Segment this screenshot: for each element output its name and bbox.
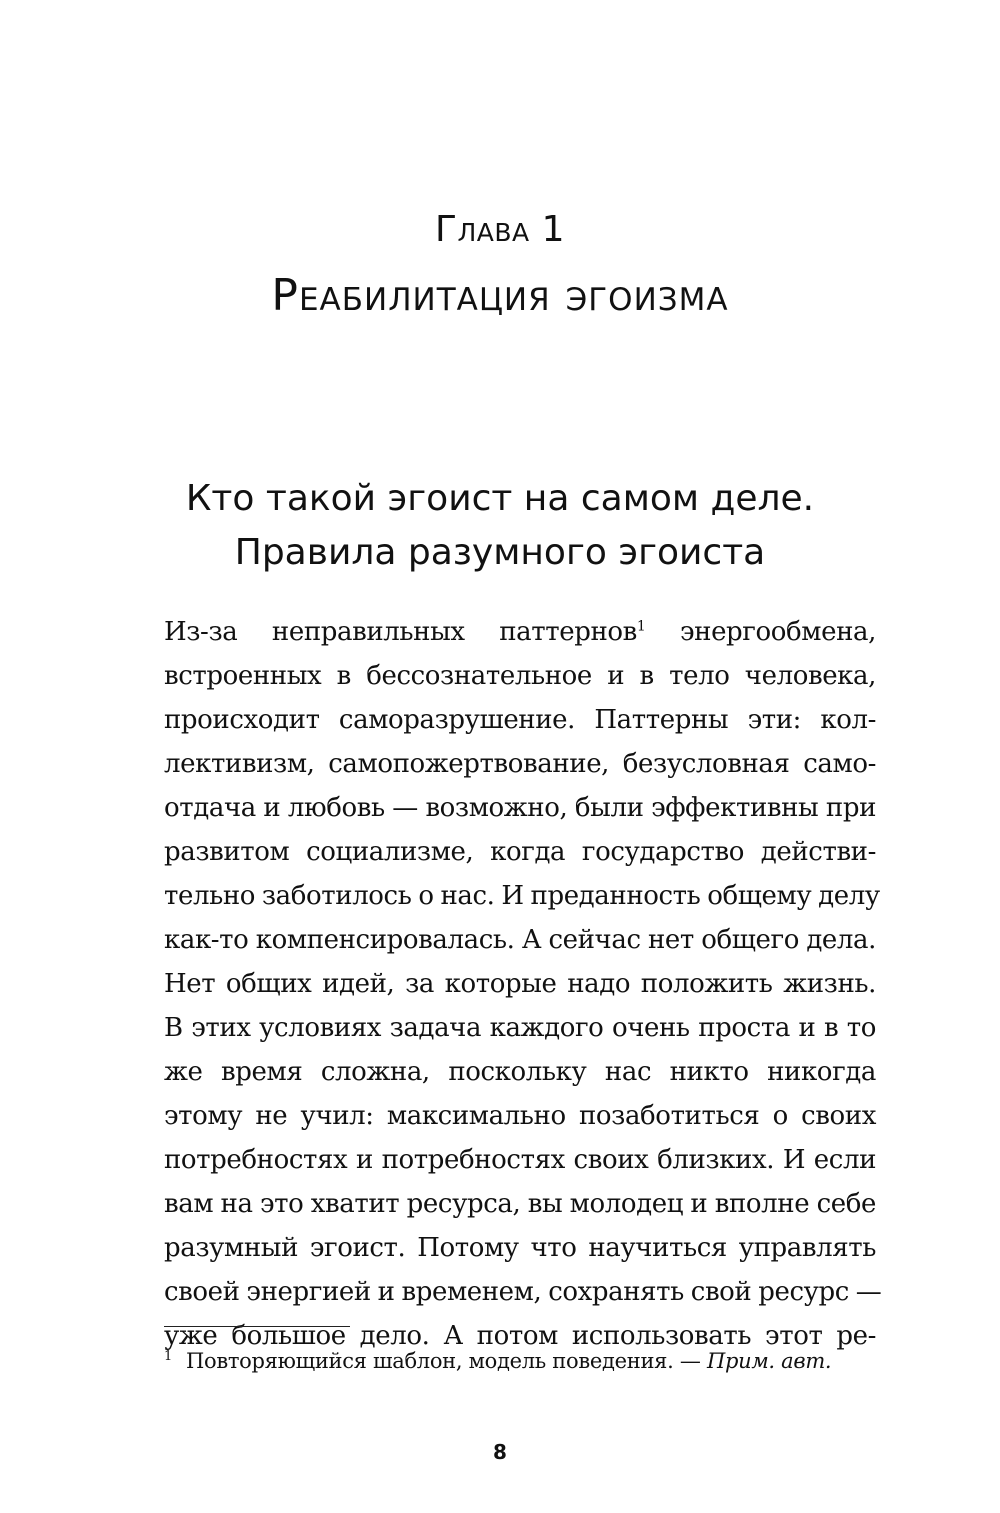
body-line-3: происходит саморазрушение. Паттерны эти: кол- [164,705,876,735]
body-line-5: отдача и любовь — возможно, были эффективны при [164,793,876,823]
body-line-7: тельно заботилось о нас. И преданность общему делу [164,881,880,911]
footnote-divider [164,1326,350,1327]
body-line-16: своей энергией и временем, сохранять свой ресурс — [164,1277,882,1307]
footnote-attribution: Прим. авт. [706,1349,832,1373]
body-line-1-start: Из-за неправильных паттернов [164,617,637,647]
body-line-11: же время сложна, поскольку нас никто никогда [164,1057,876,1087]
body-line-15: разумный эгоист. Потому что научиться управлять [164,1233,876,1263]
body-line-1 [164,610,876,654]
footnote-marker: 1 [164,1349,172,1364]
body-line-1-end: энергообмена, [679,617,876,647]
page-number: 8 [493,1440,507,1464]
body-line-6: развитом социализме, когда государство действи- [164,837,876,867]
footnote-text: Повторяющийся шаблон, модель поведения. — [185,1349,701,1373]
body-line-13: потребностях и потребностях своих близких. И если [164,1145,876,1175]
body-text [164,610,882,1358]
body-line-2: встроенных в бессознательное и в тело человека, [164,661,876,691]
body-line-9: Нет общих идей, за которые надо положить жизнь. [164,969,876,999]
body-line-4: лективизм, самопожертвование, безусловная само- [164,749,876,779]
body-line-17: уже большое дело. А потом использовать этот ре- [164,1321,876,1351]
body-line-8: как-то компенсировалась. А сейчас нет общего дела. [164,925,876,955]
body-line-14: вам на это хватит ресурса, вы молодец и вполне себе [164,1189,876,1219]
section-title-line-1: Кто такой эгоист на самом деле. [185,478,815,519]
body-line-10: В этих условиях задача каждого очень проста и в то [164,1013,876,1043]
chapter-label: Глава 1 [435,209,565,250]
footnote [164,1345,884,1377]
section-title [0,472,1000,580]
footnote-reference: 1 [636,618,646,635]
chapter-title: Реабилитация эгоизма [271,270,729,321]
section-title-line-2: Правила разумного эгоиста [234,532,766,573]
body-line-12: этому не учил: максимально позаботиться о своих [164,1101,876,1131]
